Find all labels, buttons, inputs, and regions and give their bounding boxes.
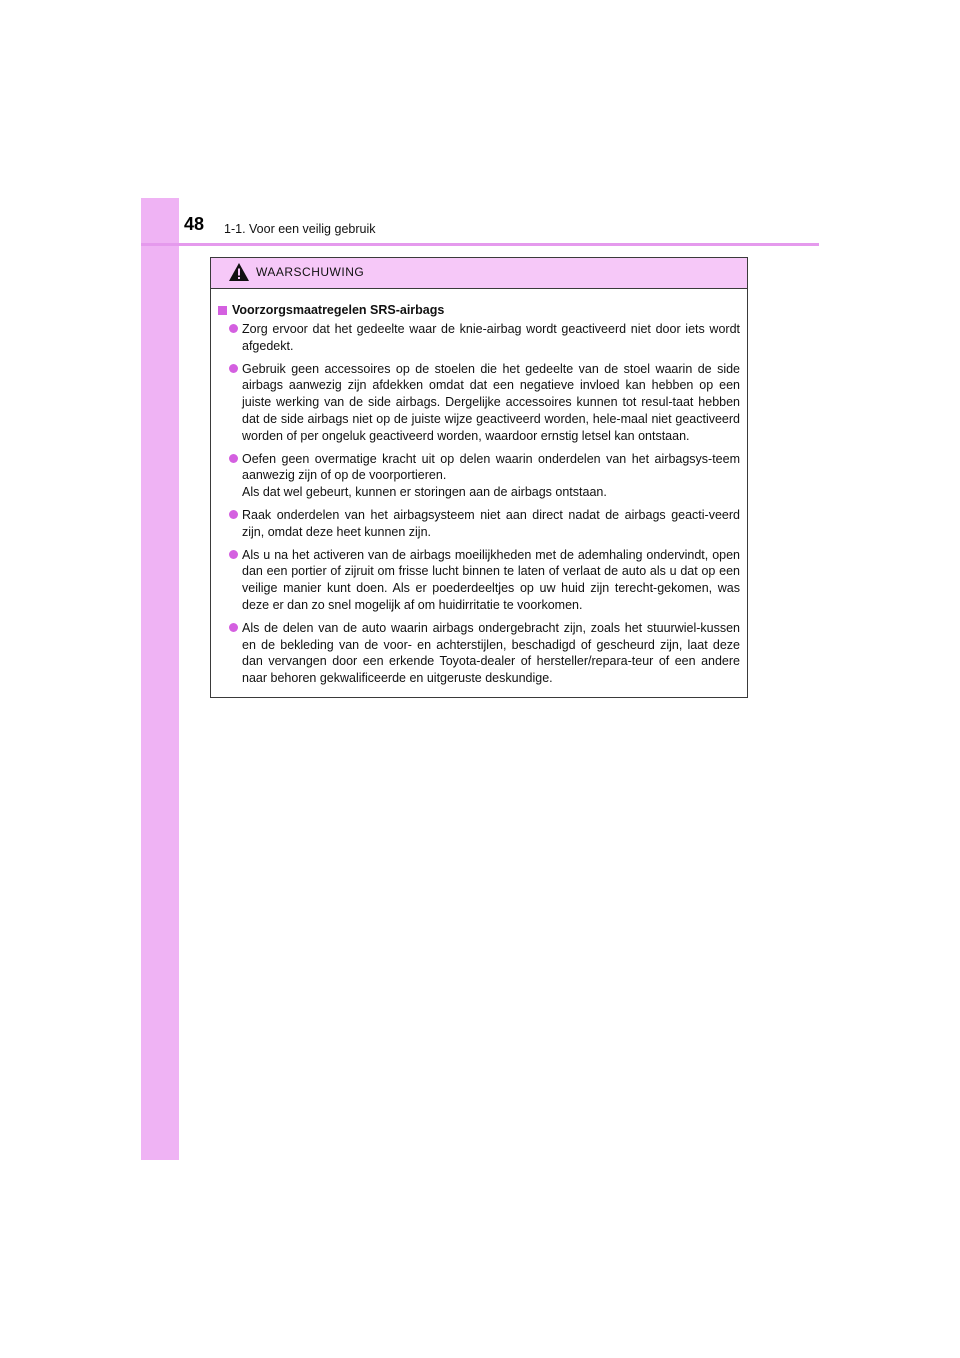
list-item [218,451,740,501]
list-item [218,620,740,687]
bullet-dot-icon [229,510,238,519]
list-item [218,321,740,355]
warning-box [210,257,748,698]
page-number: 48 [184,214,205,234]
warning-body [211,289,747,687]
list-item-text: Gebruik geen accessoires op de stoelen die het gedeelte van de stoel waarin de side airbags aanwezig zijn afdekken omdat dat een negatieve invloed kan hebben op een juiste werking van de side airbags. Dergelijke accessoires kunnen tot resul-taat hebben dat de side airbags niet op de juiste wijze geactiveerd worden, hele-maal niet geactiveerd worden of per ongeluk geactiveerd worden, waardoor ernstig letsel kan ontstaan. [242,361,740,443]
list-item-text-continued: Als dat wel gebeurt, kunnen er storingen aan de airbags ontstaan. [242,485,607,500]
section-title: 1-1. Voor een veilig gebruik [224,222,376,236]
bullet-dot-icon [229,324,238,333]
bullet-dot-icon [229,454,238,463]
list-item-text: Raak onderdelen van het airbagsysteem niet aan direct nadat de airbags geacti-veerd zijn, omdat deze heet kunnen zijn. [242,507,740,539]
list-item-text: Oefen geen overmatige kracht uit op delen waarin onderdelen van het airbagsys-teem aanwezig zijn of op de voorportieren. [242,451,740,483]
bullet-dot-icon [229,623,238,632]
list-item [218,507,740,541]
square-bullet-icon [218,306,227,315]
warning-header [211,258,747,289]
header-band-accent [141,198,179,244]
header-divider [141,243,819,246]
warning-label: WAARSCHUWING [256,265,365,279]
warning-subheading [218,303,740,317]
bullet-dot-icon [229,550,238,559]
warning-triangle-icon [228,262,250,282]
list-item [218,361,740,445]
warning-subheading-text: Voorzorgsmaatregelen SRS-airbags [232,303,445,317]
bullet-dot-icon [229,364,238,373]
list-item-text: Als de delen van de auto waarin airbags ondergebracht zijn, zoals het stuurwiel-kussen en de bekleding van de voor- en achterstijlen, beschadigd of gescheurd zijn, laat deze dan vervangen door een erkende Toyota-dealer of hersteller/repara-teur of een andere naar behoren gekwalificeerde en uitgeruste deskundige. [242,620,740,686]
list-item [218,547,740,614]
list-item-text: Zorg ervoor dat het gedeelte waar de knie-airbag wordt geactiveerd niet door iets wordt afgedekt. [242,322,740,353]
side-color-band [141,198,179,1160]
header-band [141,198,819,244]
list-item-text: Als u na het activeren van de airbags moeilijkheden met de ademhaling ondervindt, open dan een portier of zijruit om frisse lucht binnen te laten of verlaat de auto als u dat op een veilige manier kunt doen. Als er poederdeeltjes op uw huid zijn terecht-gekomen, was deze er dan zo snel mogelijk af om huidirritatie te voorkomen. [242,547,740,612]
